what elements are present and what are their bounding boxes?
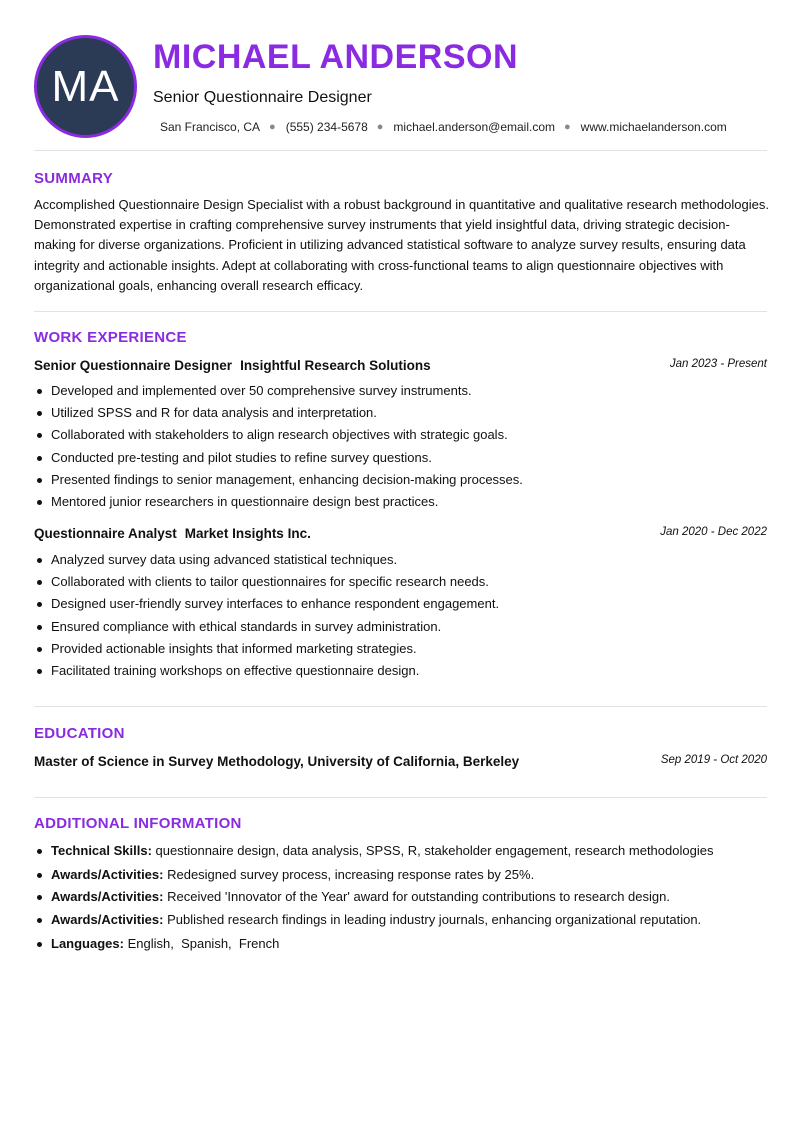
divider <box>34 150 767 151</box>
list-item <box>34 933 767 955</box>
divider <box>34 706 767 707</box>
additional-list <box>34 840 767 955</box>
education-degree: Master of Science in Survey Methodology, University of California, Berkeley <box>34 754 520 769</box>
list-item: Ensured compliance with ethical standards in survey administration. <box>34 616 767 638</box>
list-item: Conducted pre-testing and pilot studies to refine survey questions. <box>34 447 767 469</box>
item-label: Languages: <box>51 935 124 951</box>
job-dates: Jan 2023 - Present <box>669 358 767 370</box>
item-label: Awards/Activities: <box>51 867 164 883</box>
avatar-initials: MA <box>51 61 120 111</box>
list-item: Provided actionable insights that informed marketing strategies. <box>34 638 767 660</box>
list-item: Presented findings to senior management, enhancing decision-making processes. <box>34 469 767 491</box>
list-item: Mentored junior researchers in questionnaire design best practices. <box>34 491 767 513</box>
contact-website[interactable]: www.michaelanderson.com <box>580 120 727 134</box>
list-item <box>34 864 767 886</box>
list-item: Analyzed survey data using advanced statistical techniques. <box>34 549 767 571</box>
job-bullets <box>34 380 767 513</box>
list-item: Utilized SPSS and R for data analysis and interpretation. <box>34 402 767 424</box>
list-item: Collaborated with stakeholders to align research objectives with strategic goals. <box>34 424 767 446</box>
divider <box>34 797 767 798</box>
education-heading: EDUCATION <box>34 725 125 742</box>
summary-heading: SUMMARY <box>34 170 114 187</box>
candidate-title: Senior Questionnaire Designer <box>153 89 372 106</box>
item-text: English, Spanish, French <box>127 935 280 951</box>
item-label: Awards/Activities: <box>51 889 164 905</box>
list-item <box>34 840 767 862</box>
job-company: Insightful Research Solutions <box>240 358 431 373</box>
job-dates: Jan 2020 - Dec 2022 <box>660 526 767 538</box>
separator-dot-icon: ● <box>376 121 384 133</box>
experience-heading: WORK EXPERIENCE <box>34 329 187 346</box>
job-role: Questionnaire Analyst <box>34 526 177 541</box>
job-header <box>34 526 767 541</box>
resume-header <box>0 0 800 150</box>
separator-dot-icon: ● <box>269 121 276 133</box>
summary-text: Accomplished Questionnaire Design Specialist with a robust background in quantitative and qualitative research methodologies. Demonstrated expertise in crafting comprehensive survey instruments that yield insightful data, driving strategic decision-making for diverse organizations. Proficient in utilizing advanced statistical software to analyze survey results, ensuring data integrity and actionable insights. Adept at collaborating with cross-functional teams to align questionnaire objectives with organizational goals, enhancing overall research efficacy. <box>34 197 769 293</box>
job-header <box>34 358 767 373</box>
job-bullets <box>34 549 767 682</box>
contact-location: San Francisco, CA <box>160 120 261 134</box>
contact-phone: (555) 234-5678 <box>285 120 368 134</box>
list-item: Developed and implemented over 50 comprehensive survey instruments. <box>34 380 767 402</box>
list-item: Designed user-friendly survey interfaces to enhance respondent engagement. <box>34 593 767 615</box>
item-label: Awards/Activities: <box>51 911 164 927</box>
item-text: Received 'Innovator of the Year' award for outstanding contributions to research design. <box>167 889 670 905</box>
education-entry <box>34 754 767 769</box>
divider <box>34 311 767 312</box>
item-label: Technical Skills: <box>51 843 152 858</box>
avatar <box>34 35 137 138</box>
list-item <box>34 886 767 908</box>
item-text: Published research findings in leading industry journals, enhancing organizational reputation. <box>167 911 702 927</box>
item-text: questionnaire design, data analysis, SPSS, R, stakeholder engagement, research methodologies <box>155 843 714 858</box>
job-role: Senior Questionnaire Designer <box>34 358 233 373</box>
list-item <box>34 909 767 931</box>
job-company: Market Insights Inc. <box>184 526 311 541</box>
list-item: Collaborated with clients to tailor questionnaires for specific research needs. <box>34 571 767 593</box>
item-text: Redesigned survey process, increasing response rates by 25%. <box>167 867 535 883</box>
contact-line <box>160 120 727 134</box>
contact-email[interactable]: michael.anderson@email.com <box>393 120 556 134</box>
education-dates: Sep 2019 - Oct 2020 <box>660 754 767 766</box>
additional-heading: ADDITIONAL INFORMATION <box>34 815 242 832</box>
separator-dot-icon: ● <box>564 121 571 133</box>
list-item: Facilitated training workshops on effective questionnaire design. <box>34 660 767 682</box>
candidate-name: MICHAEL ANDERSON <box>153 38 519 76</box>
